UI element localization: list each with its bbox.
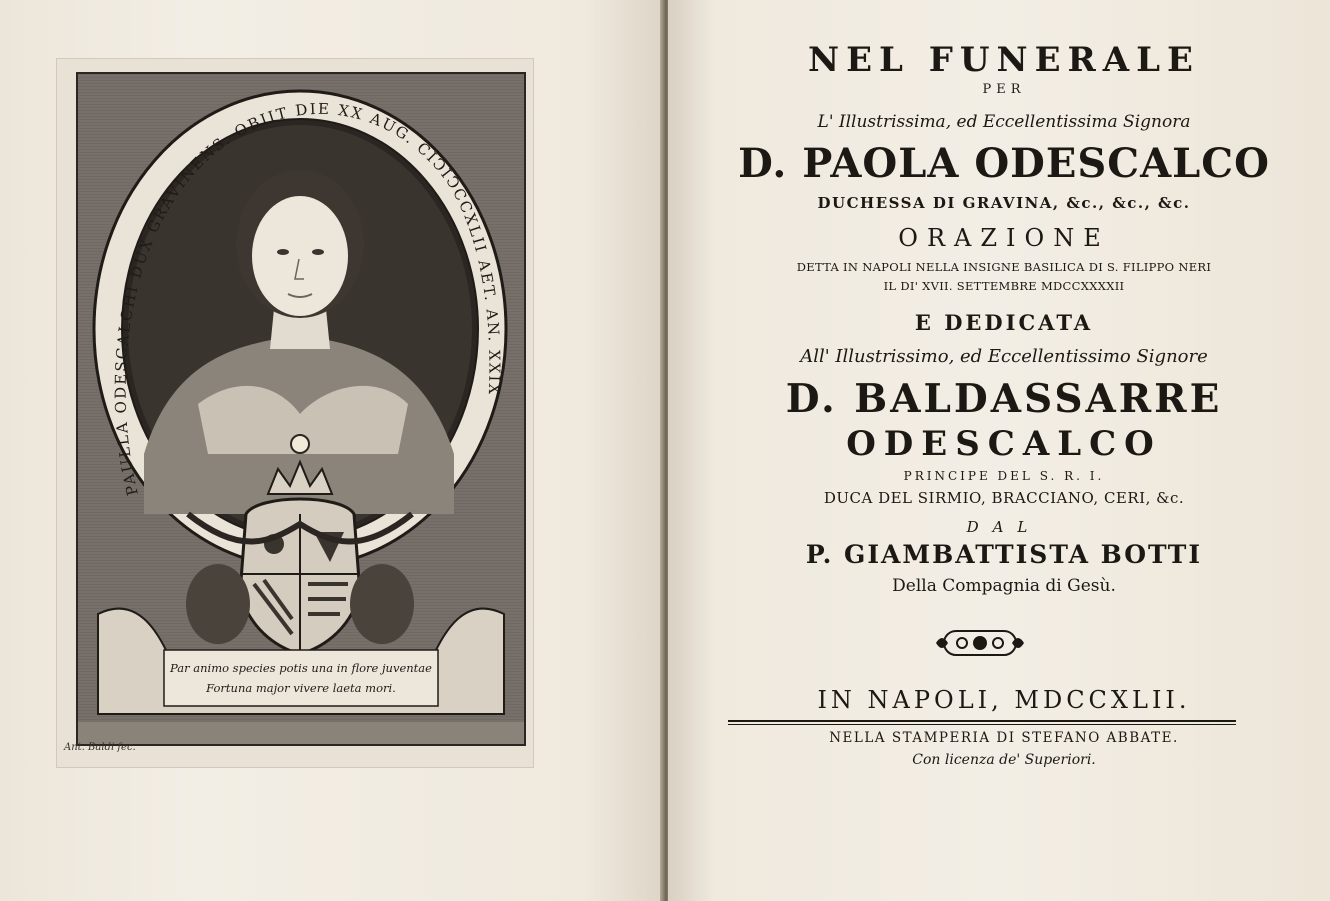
honorific-line-1: L' Illustrissima, ed Eccellentissima Signora — [817, 112, 1191, 132]
lion-supporter-right — [350, 564, 414, 644]
honoree-title: DUCHESSA DI GRAVINA, &c., &c., &c. — [817, 194, 1191, 212]
genre-heading: ORAZIONE — [898, 224, 1110, 252]
license-line: Con licenza de' Superiori. — [912, 752, 1096, 768]
verse-line-2: Fortuna major vivere laeta mori. — [206, 681, 396, 695]
lion-supporter-left — [186, 564, 250, 644]
printers-ornament-icon — [934, 627, 1026, 659]
honorific-line-2: All' Illustrissimo, ed Eccellentissimo Signore — [800, 346, 1208, 367]
by-line: DAL — [966, 518, 1042, 536]
per-line: PER — [982, 82, 1026, 97]
title: NEL FUNERALE — [808, 40, 1200, 80]
portrait-engraving — [76, 72, 526, 746]
verse-tablet — [164, 650, 438, 706]
dedicatee-name-1: D. BALDASSARRE — [785, 376, 1223, 422]
author-affiliation: Della Compagnia di Gesù. — [892, 576, 1116, 596]
verse-line-1: Par animo species potis una in flore juventae — [170, 661, 432, 675]
imprint-place-date: IN NAPOLI, MDCCXLII. — [817, 686, 1191, 714]
engraver-credit: Ant. Baldi fec. — [64, 742, 136, 753]
honoree-name: D. PAOLA ODESCALCO — [738, 140, 1270, 187]
author-name: P. GIAMBATTISTA BOTTI — [805, 540, 1203, 569]
imprint-rule — [728, 720, 1236, 722]
occasion-line-2: IL DI' XVII. SETTEMBRE MDCCXXXXII — [883, 279, 1125, 293]
frame-inscription: PAULLA ODESCALCHI DUX GRAVINENS. OBIIT DIE XX AUG. CIↃIↃCCXLII AET. AN. XXIX — [111, 99, 504, 498]
occasion-line-1: DETTA IN NAPOLI NELLA INSIGNE BASILICA DI S. FILIPPO NERI — [796, 260, 1212, 274]
dedicatee-title-2: DUCA DEL SIRMIO, BRACCIANO, CERI, &c. — [823, 489, 1185, 507]
dedication-heading: E DEDICATA — [914, 310, 1094, 335]
portrait-engraving-art — [78, 74, 524, 744]
printer-line: NELLA STAMPERIA DI STEFANO ABBATE. — [829, 730, 1179, 746]
left-page — [0, 0, 664, 901]
dedicatee-title-1: PRINCIPE DEL S. R. I. — [903, 469, 1105, 483]
dedicatee-name-2: ODESCALCO — [846, 424, 1162, 464]
